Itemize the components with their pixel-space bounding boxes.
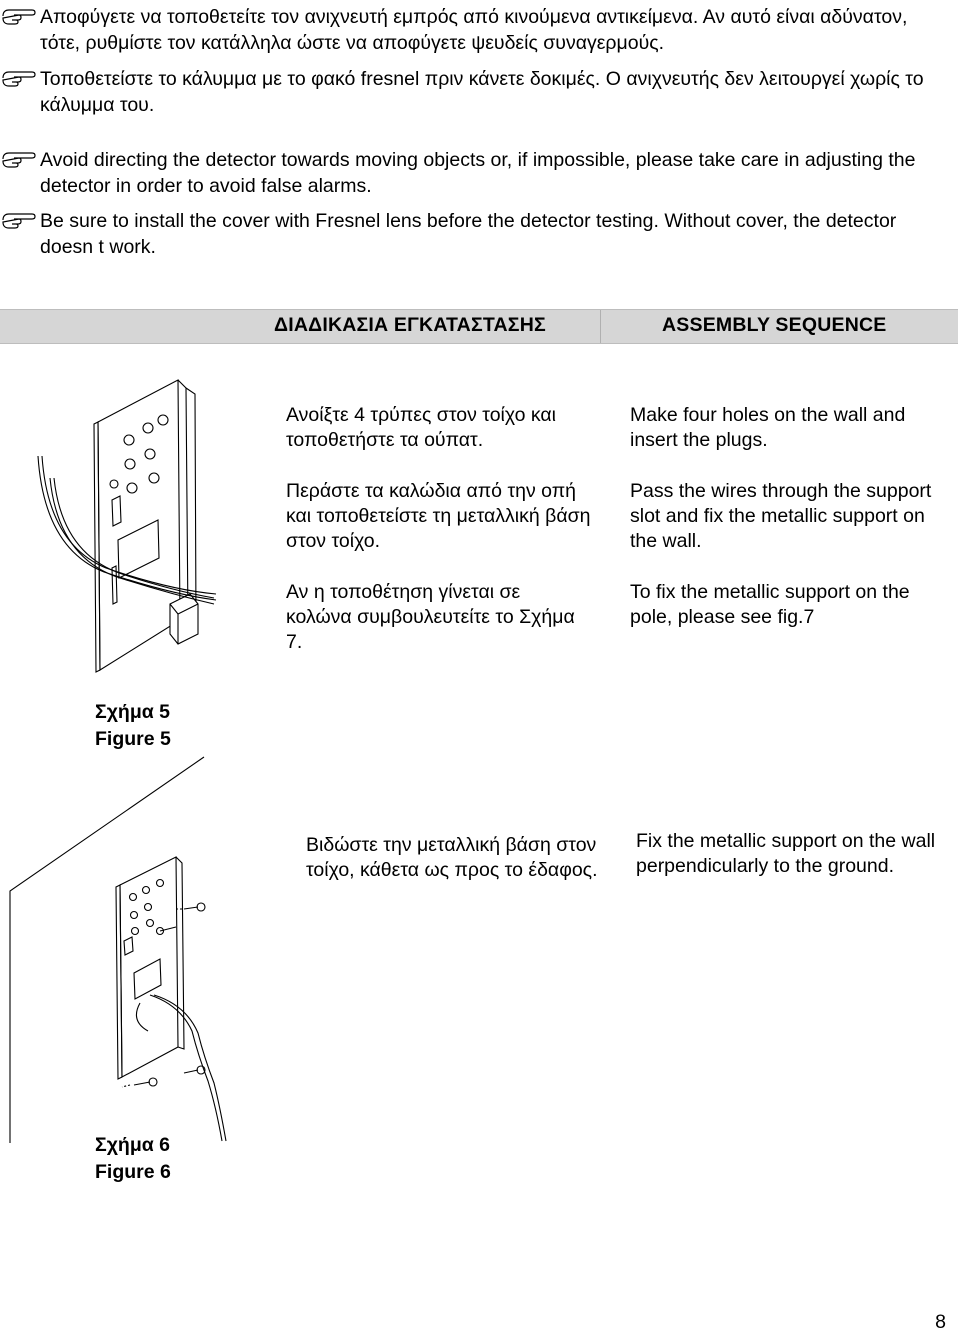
fig5-greek-step-2: Περάστε τα καλώδια από την οπή και τοποθετείστε τη μεταλλική βάση στον τοίχο. [286, 480, 591, 552]
pointing-hand-icon [2, 69, 36, 87]
fig6-english-step: Fix the metallic support on the wall perpendicularly to the ground. [636, 830, 936, 877]
banner-divider [600, 310, 601, 343]
figure5-label-greek: Σχήμα 5 [95, 701, 171, 723]
figure6-wall-illustration [0, 755, 300, 1150]
note-english-cover-fresnel [0, 208, 940, 260]
banner-english-title: ASSEMBLY SEQUENCE [662, 314, 887, 336]
note-text: Be sure to install the cover with Fresnel lens before the detector testing. Without cover, the detector doesn t work. [40, 210, 897, 258]
figure5-label-english: Figure 5 [95, 728, 171, 750]
figure5-label [95, 699, 171, 753]
note-text: Τοποθετείστε το κάλυμμα με το φακό fresnel πριν κάνετε δοκιμές. Ο ανιχνευτής δεν λειτουργεί χωρίς το κάλυμμα του. [40, 68, 924, 116]
note-english-avoid-moving [0, 147, 940, 199]
note-greek-cover-fresnel [0, 66, 940, 118]
figure6-label-english: Figure 6 [95, 1161, 171, 1183]
fig5-english-step-1: Make four holes on the wall and insert the plugs. [630, 404, 906, 451]
pointing-hand-icon [2, 7, 36, 25]
banner-greek-title: ΔΙΑΔΙΚΑΣΙΑ ΕΓΚΑΤΑΣΤΑΣΗΣ [274, 314, 546, 336]
fig5-english-step-3: To fix the metallic support on the pole, please see fig.7 [630, 581, 910, 628]
fig5-english-step-2: Pass the wires through the support slot and fix the metallic support on the wall. [630, 480, 932, 552]
fig5-greek-step-1: Ανοίξτε 4 τρύπες στον τοίχο και τοποθετήστε τα ούπατ. [286, 404, 556, 451]
note-greek-avoid-moving [0, 4, 940, 56]
figure6-label [95, 1132, 171, 1186]
pointing-hand-icon [2, 150, 36, 168]
fig6-greek-step: Βιδώστε την μεταλλική βάση στον τοίχο, κάθετα ως προς το έδαφος. [306, 834, 598, 881]
figure5-bracket-illustration [30, 372, 220, 684]
note-text: Αποφύγετε να τοποθετείτε τον ανιχνευτή εμπρός από κινούμενα αντικείμενα. Αν αυτό είναι αδύνατον, τότε, ρυθμίστε τον κατάλληλα ώστε να αποφύγετε ψευδείς συναγερμούς. [40, 6, 908, 54]
page-number: 8 [935, 1311, 946, 1333]
pointing-hand-icon [2, 211, 36, 229]
fig5-greek-step-3: Αν η τοποθέτηση γίνεται σε κολώνα συμβουλευτείτε το Σχήμα 7. [286, 581, 575, 653]
note-text: Avoid directing the detector towards moving objects or, if impossible, please take care in adjusting the detector in order to avoid false alarms. [40, 149, 916, 197]
figure6-label-greek: Σχήμα 6 [95, 1134, 171, 1156]
